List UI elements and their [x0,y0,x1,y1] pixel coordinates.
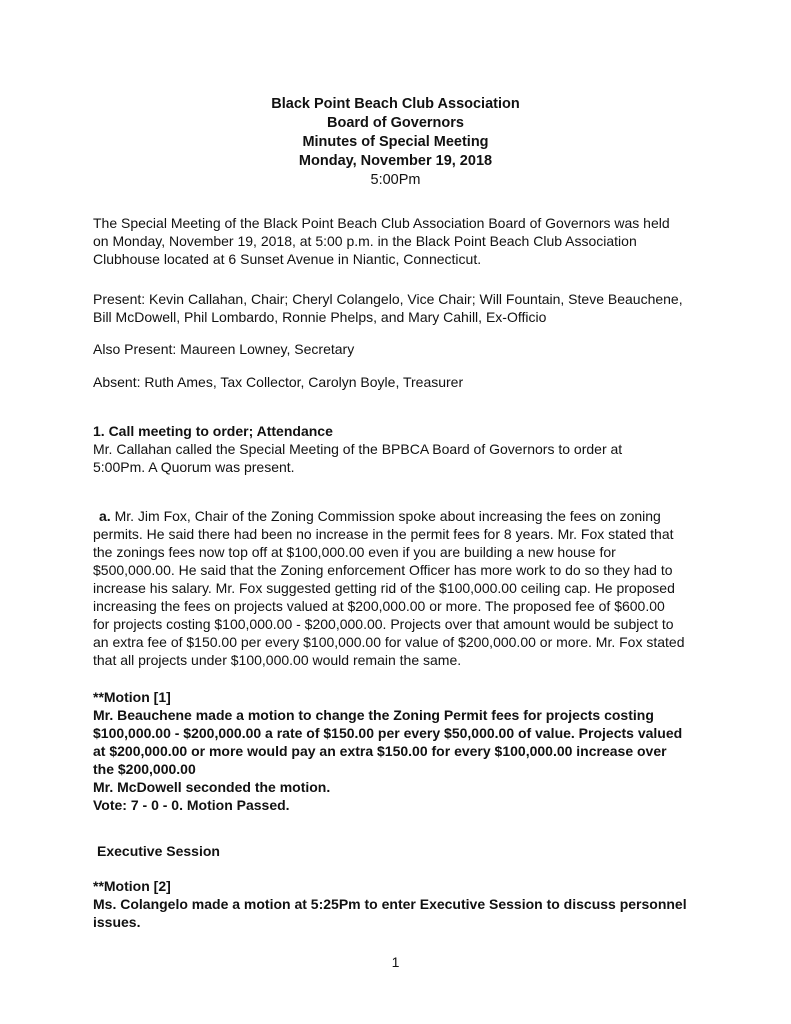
paragraph-line: the zonings fees now top off at $100,000.00 even if you are building a new house for [93,544,616,560]
section-call-to-order [93,422,705,476]
paragraph-line: Clubhouse located at 6 Sunset Avenue in Niantic, Connecticut. [93,251,482,267]
page-number: 1 [391,954,400,970]
also-present-line: Also Present: Maureen Lowney, Secretary [93,341,355,357]
executive-session-heading: Executive Session [97,843,220,859]
paragraph-line: 5:00Pm. A Quorum was present. [93,459,295,475]
intro-paragraph [93,214,705,268]
paragraph-line: an extra fee of $150.00 per every $100,000.00 for value of $200,000.00 or more. Mr. Fox stated [93,634,685,650]
paragraph-line: increasing the fees on projects valued at $200,000.00 or more. The proposed fee of $600.00 [93,598,665,614]
motion-heading: **Motion [2] [93,878,171,894]
motion-line: the $200,000.00 [93,761,196,777]
paragraph-line: Present: Kevin Callahan, Chair; Cheryl Colangelo, Vice Chair; Will Fountain, Steve Beauchene, [93,291,683,307]
paragraph-line: The Special Meeting of the Black Point Beach Club Association Board of Governors was held [93,215,670,231]
paragraph-line: permits. He said there had been no increase in the permit fees for 8 years. Mr. Fox stated that [93,526,674,542]
motion-line: Ms. Colangelo made a motion at 5:25Pm to enter Executive Session to discuss personnel [93,896,687,912]
document-title: Minutes of Special Meeting [302,134,489,150]
paragraph-line: $500,000.00. He said that the Zoning enforcement Officer has more work to do so they had to [93,562,673,578]
item-a-paragraph [93,507,705,669]
motion-line: issues. [93,914,141,930]
section-heading: 1. Call meeting to order; Attendance [93,423,333,439]
paragraph-line: that all projects under $100,000.00 would remain the same. [93,652,462,668]
meeting-date: Monday, November 19, 2018 [298,153,493,169]
paragraph-line: on Monday, November 19, 2018, at 5:00 p.m. in the Black Point Beach Club Association [93,233,637,249]
motion-1 [93,688,705,814]
paragraph-line [93,507,705,525]
motion-line: $100,000.00 - $200,000.00 a rate of $150.00 per every $50,000.00 of value. Projects valued [93,725,683,741]
paragraph-line: increase his salary. Mr. Fox suggested getting rid of the $100,000.00 ceiling cap. He proposed [93,580,675,596]
board-name: Board of Governors [327,115,464,131]
motion-line: at $200,000.00 or more would pay an extra $150.00 for every $100,000.00 increase over [93,743,667,759]
paragraph-line: Bill McDowell, Phil Lombardo, Ronnie Phelps, and Mary Cahill, Ex-Officio [93,309,547,325]
org-name: Black Point Beach Club Association [271,96,520,112]
item-a-first-line: Mr. Jim Fox, Chair of the Zoning Commission spoke about increasing the fees on zoning [110,508,661,524]
absent-line: Absent: Ruth Ames, Tax Collector, Carolyn Boyle, Treasurer [93,374,464,390]
motion-2 [93,877,705,931]
motion-line: Mr. McDowell seconded the motion. [93,779,331,795]
motion-heading: **Motion [1] [93,689,171,705]
motion-line: Vote: 7 - 0 - 0. Motion Passed. [93,797,290,813]
paragraph-line: for projects costing $100,000.00 - $200,000.00. Projects over that amount would be subject to [93,616,674,632]
present-paragraph [93,290,705,326]
meeting-time: 5:00Pm [370,172,421,188]
document-header [0,95,791,190]
paragraph-line: Mr. Callahan called the Special Meeting of the BPBCA Board of Governors to order at [93,441,623,457]
item-label: a. [99,508,111,524]
motion-line: Mr. Beauchene made a motion to change the Zoning Permit fees for projects costing [93,707,654,723]
